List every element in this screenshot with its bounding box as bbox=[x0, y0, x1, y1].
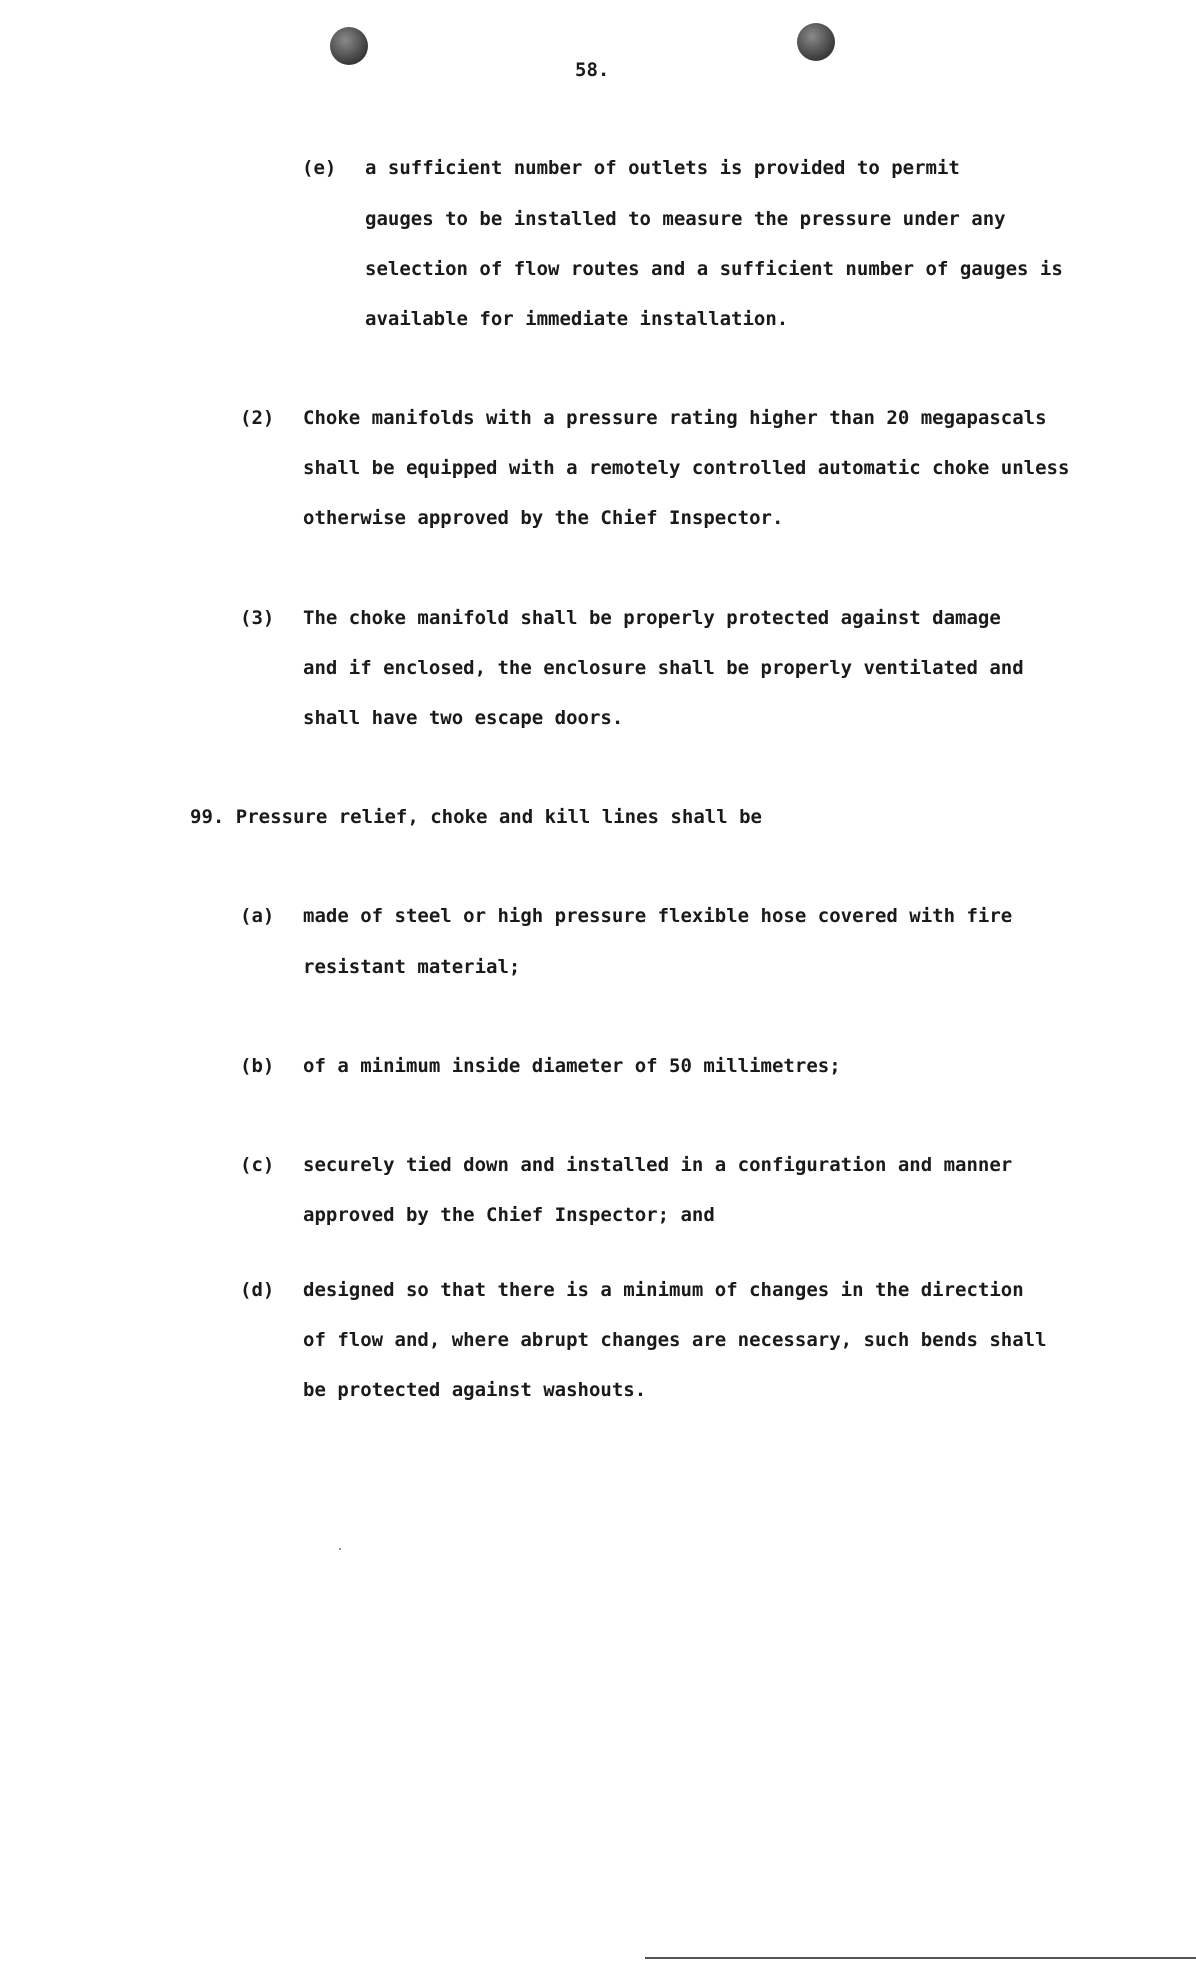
item-line: resistant material; bbox=[303, 956, 521, 978]
item-line: securely tied down and installed in a configuration and manner bbox=[303, 1154, 1013, 1176]
scan-speck bbox=[339, 1548, 341, 1550]
clause-line: shall have two escape doors. bbox=[303, 707, 624, 729]
item-line: be protected against washouts. bbox=[303, 1379, 647, 1401]
clause-line: selection of flow routes and a sufficient number of gauges is bbox=[365, 258, 1063, 280]
clause-line: shall be equipped with a remotely controlled automatic choke unless bbox=[303, 457, 1070, 479]
clause-line: gauges to be installed to measure the pressure under any bbox=[365, 208, 1006, 230]
item-line: of a minimum inside diameter of 50 millimetres; bbox=[303, 1055, 841, 1077]
item-marker: (a) bbox=[240, 905, 275, 927]
item-line: approved by the Chief Inspector; and bbox=[303, 1204, 715, 1226]
item-marker: (c) bbox=[240, 1154, 275, 1176]
punch-hole-right bbox=[797, 23, 835, 61]
page-number: 58. bbox=[575, 59, 610, 81]
clause-line: and if enclosed, the enclosure shall be properly ventilated and bbox=[303, 657, 1024, 679]
clause-marker: (3) bbox=[240, 607, 275, 629]
clause-line: The choke manifold shall be properly protected against damage bbox=[303, 607, 1001, 629]
clause-line: otherwise approved by the Chief Inspector. bbox=[303, 507, 784, 529]
clause-line: Choke manifolds with a pressure rating higher than 20 megapascals bbox=[303, 407, 1047, 429]
item-marker: (b) bbox=[240, 1055, 275, 1077]
clause-marker: (2) bbox=[240, 407, 275, 429]
item-marker: (d) bbox=[240, 1279, 275, 1301]
clause-line: a sufficient number of outlets is provided to permit bbox=[365, 157, 960, 179]
item-line: made of steel or high pressure flexible hose covered with fire bbox=[303, 905, 1013, 927]
item-line: designed so that there is a minimum of changes in the direction bbox=[303, 1279, 1024, 1301]
section-99-heading: 99. Pressure relief, choke and kill lines shall be bbox=[190, 806, 762, 828]
bottom-rule bbox=[645, 1957, 1196, 1959]
clause-marker: (e) bbox=[302, 157, 337, 179]
clause-line: available for immediate installation. bbox=[365, 308, 789, 330]
item-line: of flow and, where abrupt changes are necessary, such bends shall bbox=[303, 1329, 1047, 1351]
punch-hole-left bbox=[330, 27, 368, 65]
